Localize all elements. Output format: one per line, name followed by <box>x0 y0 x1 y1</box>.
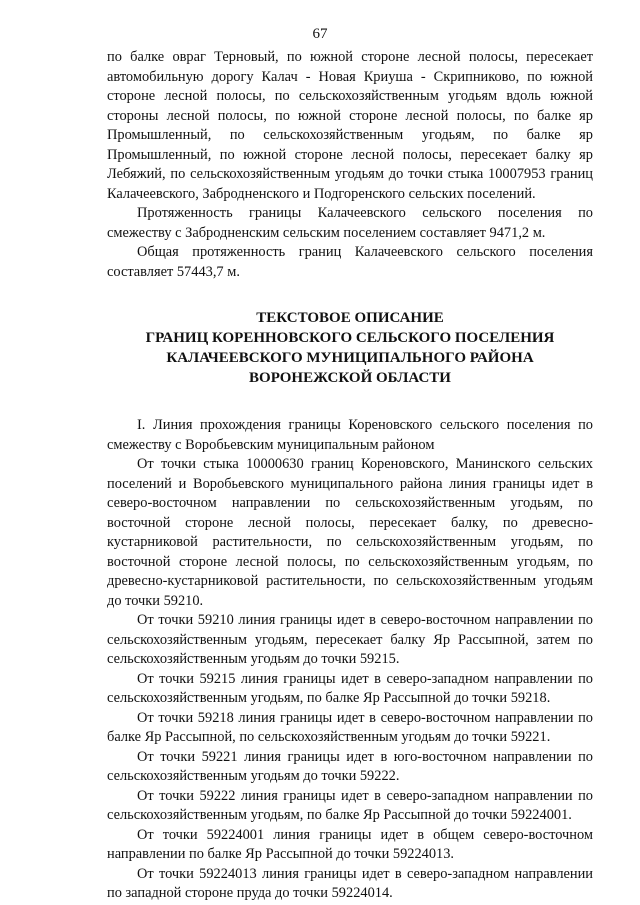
section-heading-line-i: I. Линия прохождения границы Кореновского сельского поселения по смежеству с Воробьевским муниципальным районом <box>107 417 593 453</box>
document-body <box>107 48 593 904</box>
paragraph-point-59210: От точки 59210 линия границы идет в северо-восточном направлении по сельскохозяйственным угодьям, пересекает балку Яр Рассыпной, затем по сельскохозяйственным угодьям до точки 59215. <box>107 612 593 667</box>
section-title-line-3: КАЛАЧЕЕВСКОГО МУНИЦИПАЛЬНОГО РАЙОНА <box>166 350 534 366</box>
paragraph-point-59224013: От точки 59224013 линия границы идет в северо-западном направлении по западной стороне пруда до точки 59224014. <box>107 865 593 901</box>
section-title-line-1: ТЕКСТОВОЕ ОПИСАНИЕ <box>256 310 444 326</box>
paragraph-point-59222: От точки 59222 линия границы идет в северо-западном направлении по сельскохозяйственным угодьям, по балке Яр Рассыпной до точки 59224001. <box>107 787 593 823</box>
paragraph-continued: по балке овраг Терновый, по южной стороне лесной полосы, пересекает автомобильную дорогу Калач - Новая Криуша - Скрипниково, по южной стороне лесной полосы, по сельскохозяйственным угодьям вдоль южной стороны лесной полосы, по южной стороне лесной полосы, по балке яр Промышленный, по сельскохозяйственным угодьям, по балке яр Промышленный, по южной стороне лесной полосы, пересекает балку яр Лебяжий, по сельскохозяйственным угодьям до точки стыка 10007953 границ Калачеевского, Забродненского и Подгоренского сельских поселений. <box>107 49 593 202</box>
page-number: 67 <box>312 26 328 42</box>
paragraph-point-10000630: От точки стыка 10000630 границ Кореновского, Манинского сельских поселений и Воробьевского муниципального района линия границы идет в северо-восточном направлении по сельскохозяйственным угодьям, по восточной стороне лесной полосы, пересекает балку, по древесно-кустарниковой растительности, по сельскохозяйственным угодьям, по восточной стороне лесной полосы, по сельскохозяйственным угодьям, по древесно-кустарниковой растительности, по сельскохозяйственным угодьям до точки 59210. <box>107 456 593 609</box>
paragraph-length-zabrodnenskoe: Протяженность границы Калачеевского сельского поселения по смежеству с Забродненским сельским поселением составляет 9471,2 м. <box>107 205 593 241</box>
paragraph-point-59224001: От точки 59224001 линия границы идет в общем северо-восточном направлении по балке Яр Рассыпной до точки 59224013. <box>107 826 593 862</box>
paragraph-point-59221: От точки 59221 линия границы идет в юго-восточном направлении по сельскохозяйственным угодьям до точки 59222. <box>107 748 593 784</box>
section-title-line-2: ГРАНИЦ КОРЕННОВСКОГО СЕЛЬСКОГО ПОСЕЛЕНИЯ <box>145 330 555 346</box>
paragraph-point-59215: От точки 59215 линия границы идет в северо-западном направлении по сельскохозяйственным угодьям, по балке Яр Рассыпной до точки 59218. <box>107 670 593 706</box>
paragraph-point-59218: От точки 59218 линия границы идет в северо-восточном направлении по балке Яр Рассыпной, по сельскохозяйственным угодьям до точки 59221. <box>107 709 593 745</box>
section-title-line-4: ВОРОНЕЖСКОЙ ОБЛАСТИ <box>249 370 451 386</box>
section-title <box>107 308 593 388</box>
paragraph-total-length: Общая протяженность границ Калачеевского сельского поселения составляет 57443,7 м. <box>107 244 593 280</box>
